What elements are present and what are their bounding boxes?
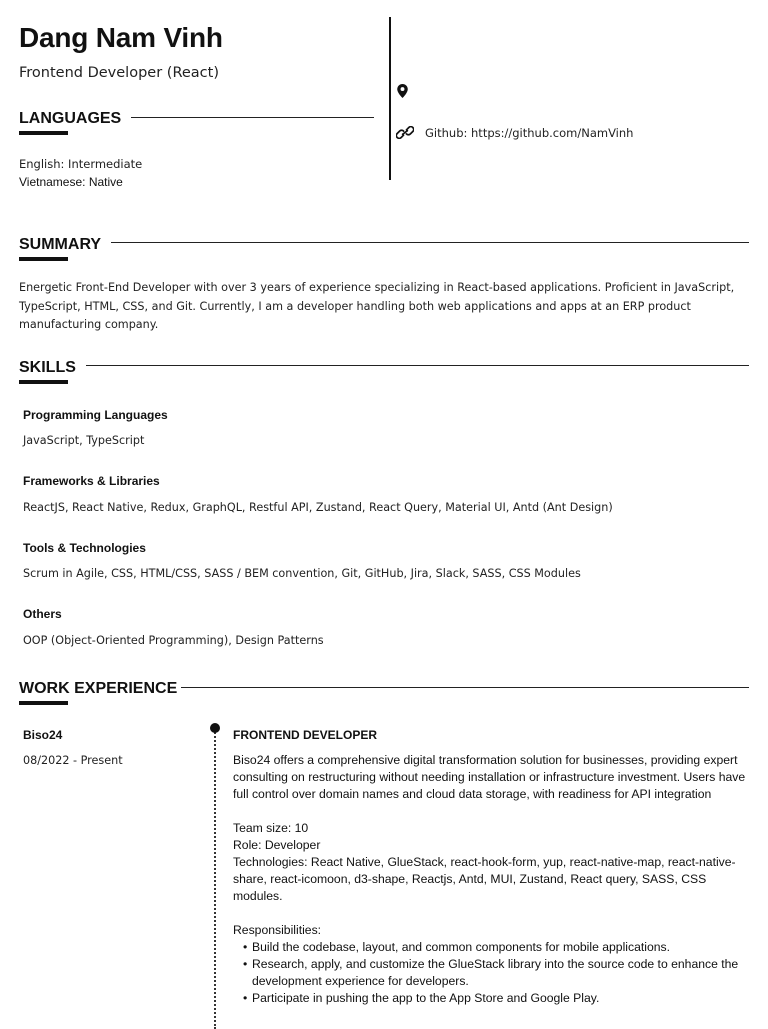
header-divider <box>389 17 391 180</box>
employment-period: 08/2022 - Present <box>23 754 123 767</box>
technologies: Technologies: React Native, GlueStack, react-hook-form, yup, react-native-map, react-native-share, react-icomoon, d3-shape, Reactjs, Antd, MUI, Zustand, React query, SASS, CSS modules. <box>233 855 736 903</box>
skill-group-value: Scrum in Agile, CSS, HTML/CSS, SASS / BEM convention, Git, GitHub, Jira, Slack, SASS, CSS Modules <box>23 567 581 580</box>
summary-underline <box>19 257 68 261</box>
responsibility-item: • Participate in pushing the app to the App Store and Google Play. <box>243 991 600 1005</box>
role-line: Role: Developer <box>233 838 321 852</box>
timeline-line <box>214 729 216 1029</box>
company-name: Biso24 <box>23 728 63 742</box>
job-role: FRONTEND DEVELOPER <box>233 728 378 742</box>
timeline-dot <box>210 723 220 733</box>
responsibility-item: • Build the codebase, layout, and common components for mobile applications. <box>243 940 671 954</box>
summary-text: Energetic Front-End Developer with over 3 years of experience specializing in React-based applications. Proficient in JavaScript, TypeScript, HTML, CSS, and Git. Currently, I am a developer handling both web applications and apps at an ERP product manufacturing company. <box>19 281 735 331</box>
skill-group-value: JavaScript, TypeScript <box>23 434 145 447</box>
skill-group-title: Frameworks & Libraries <box>23 474 160 488</box>
languages-heading: LANGUAGES <box>19 110 122 127</box>
language-english: English: Intermediate <box>19 157 143 171</box>
skill-group-title: Tools & Technologies <box>23 541 146 555</box>
skill-group-title: Others <box>23 607 62 621</box>
responsibility-text: Research, apply, and customize the GlueStack library into the source code to enhance the development experience for developers. <box>252 957 739 988</box>
work-experience-rule <box>181 687 749 688</box>
job-details <box>233 752 748 1007</box>
summary-rule <box>111 242 749 243</box>
work-experience-underline <box>19 701 68 705</box>
job-description: Biso24 offers a comprehensive digital transformation solution for businesses, providing expert consulting on restructuring without needing installation or infrastructure investment. Users have full control over domain names and cloud data storage, with readiness for API integration <box>233 753 746 801</box>
work-experience-heading: WORK EXPERIENCE <box>19 680 178 697</box>
map-pin-icon <box>397 84 408 98</box>
responsibility-text: Participate in pushing the app to the App Store and Google Play. <box>252 991 600 1005</box>
languages-rule <box>131 117 374 118</box>
job-title: Frontend Developer (React) <box>19 65 219 81</box>
team-size: Team size: 10 <box>233 821 309 835</box>
link-icon <box>396 126 414 139</box>
skills-heading: SKILLS <box>19 359 76 376</box>
github-link[interactable]: Github: https://github.com/NamVinh <box>425 126 634 140</box>
candidate-name: Dang Nam Vinh <box>19 22 223 53</box>
language-vietnamese: Vietnamese: Native <box>19 175 123 189</box>
skill-group-title: Programming Languages <box>23 408 168 422</box>
languages-underline <box>19 131 68 135</box>
responsibility-item: • Research, apply, and customize the GlueStack library into the source code to enhance the development experience for developers. <box>243 957 739 988</box>
skills-underline <box>19 380 68 384</box>
responsibility-text: Build the codebase, layout, and common components for mobile applications. <box>252 940 671 954</box>
skill-group-value: ReactJS, React Native, Redux, GraphQL, Restful API, Zustand, React Query, Material UI, Antd (Ant Design) <box>23 501 613 514</box>
skills-rule <box>86 365 749 366</box>
skill-group-value: OOP (Object-Oriented Programming), Design Patterns <box>23 634 324 647</box>
responsibilities-label: Responsibilities: <box>233 923 322 937</box>
summary-heading: SUMMARY <box>19 236 102 253</box>
